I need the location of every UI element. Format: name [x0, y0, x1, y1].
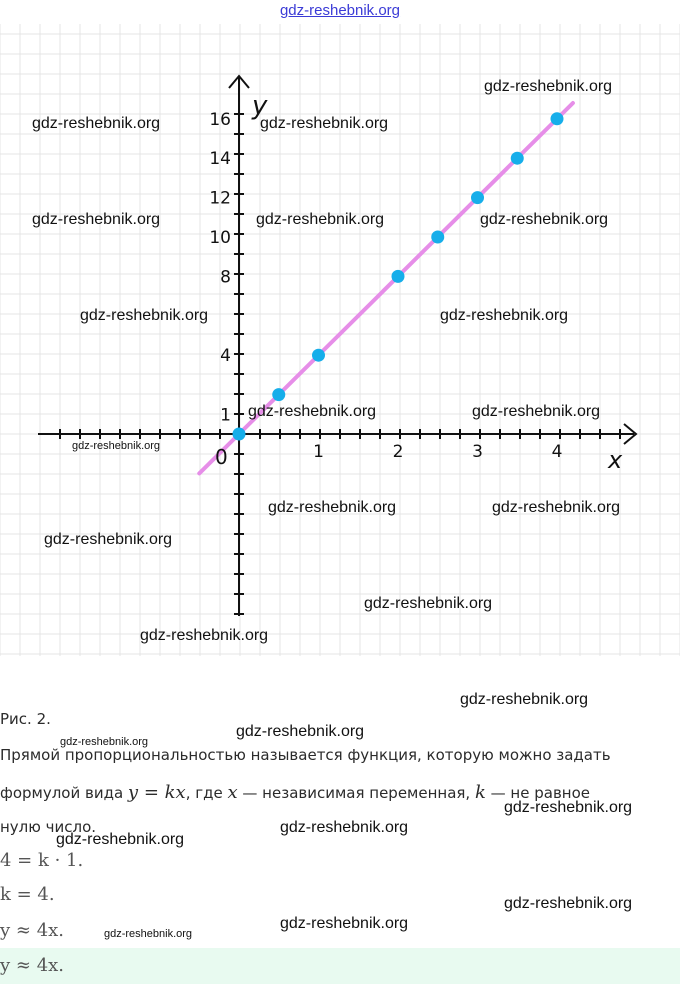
y-axis-label: y	[252, 91, 268, 121]
answer: y ≈ 4x.	[0, 955, 65, 976]
watermark: gdz-reshebnik.org	[44, 531, 173, 548]
watermark: gdz-reshebnik.org	[484, 78, 613, 95]
def-text: — не равное	[485, 784, 590, 802]
watermark: gdz-reshebnik.org	[260, 115, 389, 132]
y-tick-label: 16	[209, 109, 231, 130]
data-point	[431, 231, 444, 244]
watermark: gdz-reshebnik.org	[280, 915, 409, 932]
watermark: gdz-reshebnik.org	[140, 627, 269, 644]
formula: y = kx	[127, 782, 186, 803]
data-point	[312, 349, 325, 362]
watermark: gdz-reshebnik.org	[248, 403, 377, 420]
x-axis-label: x	[608, 446, 623, 474]
watermark: gdz-reshebnik.org	[32, 211, 161, 228]
x-tick-label: 3	[472, 442, 483, 462]
data-point	[233, 428, 246, 441]
variable-k: k	[474, 782, 486, 803]
y-tick-label: 4	[220, 346, 231, 367]
watermark: gdz-reshebnik.org	[32, 115, 161, 132]
data-points	[233, 112, 564, 440]
figure-caption: Рис. 2.	[0, 710, 51, 728]
watermark: gdz-reshebnik.org	[364, 595, 493, 612]
watermark: gdz-reshebnik.org	[60, 736, 149, 748]
y-tick-label: 8	[220, 267, 231, 288]
watermark: gdz-reshebnik.org	[72, 440, 161, 452]
x-tick-label: 4	[551, 442, 563, 462]
equation-3: y ≈ 4x.	[0, 920, 65, 941]
equation-2: k = 4.	[0, 884, 55, 905]
variable-x: x	[227, 782, 238, 803]
y-tick-label: 12	[209, 188, 231, 209]
data-point	[272, 388, 285, 401]
x-tick-label: 1	[313, 442, 324, 462]
watermark: gdz-reshebnik.org	[236, 723, 365, 740]
data-point	[551, 112, 564, 125]
data-point	[471, 191, 484, 204]
y-tick-label: 14	[209, 149, 231, 170]
watermark: gdz-reshebnik.org	[492, 499, 621, 516]
data-point	[511, 152, 524, 165]
origin-label: 0	[215, 445, 228, 469]
watermark: gdz-reshebnik.org	[504, 895, 633, 912]
watermark: gdz-reshebnik.org	[280, 819, 409, 836]
watermark: gdz-reshebnik.org	[256, 211, 385, 228]
def-text: формулой вида	[0, 784, 128, 802]
watermark: gdz-reshebnik.org	[268, 499, 397, 516]
data-point	[392, 270, 405, 283]
definition-line-1: Прямой пропорциональностью называется функция, которую можно задать	[0, 746, 611, 764]
x-tick-label: 2	[392, 442, 404, 462]
watermark: gdz-reshebnik.org	[504, 799, 633, 816]
watermark: gdz-reshebnik.org	[460, 691, 589, 708]
def-text: , где	[185, 784, 228, 802]
y-tick-label: 10	[209, 228, 231, 248]
watermark: gdz-reshebnik.org	[472, 403, 601, 420]
watermark: gdz-reshebnik.org	[80, 307, 209, 324]
y-tick-label: 1	[220, 405, 231, 426]
definition-line-2	[0, 782, 590, 803]
equation-1: 4 = k · 1.	[0, 850, 84, 871]
answer-band	[0, 948, 680, 984]
watermark: gdz-reshebnik.org	[56, 831, 185, 848]
watermark: gdz-reshebnik.org	[480, 211, 609, 228]
watermark: gdz-reshebnik.org	[104, 928, 193, 940]
definition-line-3: нулю число.	[0, 818, 97, 836]
def-text: — независимая переменная,	[237, 784, 475, 802]
header-watermark-link[interactable]: gdz-reshebnik.org	[279, 2, 401, 19]
watermark: gdz-reshebnik.org	[440, 307, 569, 324]
